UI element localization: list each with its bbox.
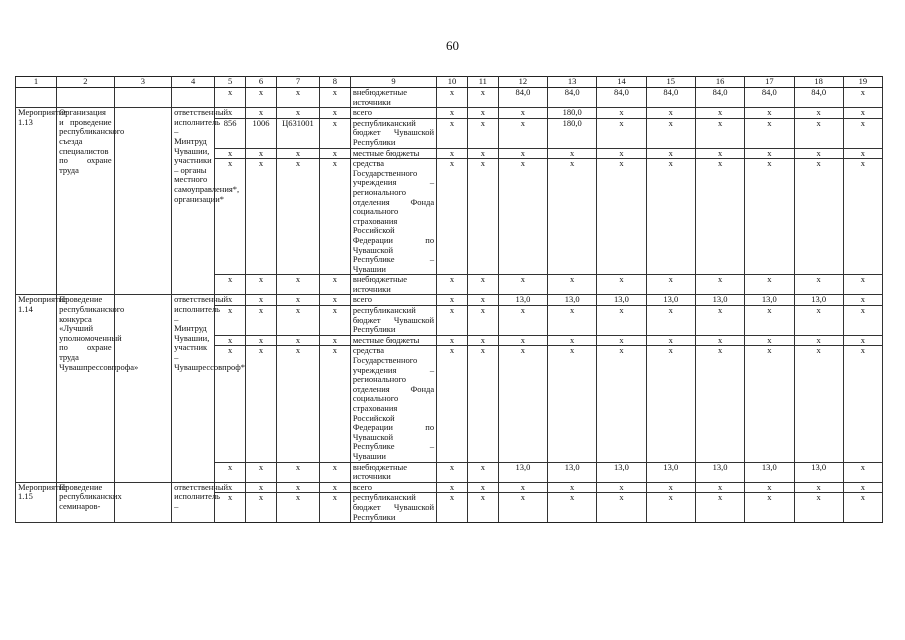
column-number: 8 (320, 77, 351, 88)
column-number: 19 (843, 77, 882, 88)
value-cell: x (467, 295, 498, 306)
value-cell: x (843, 493, 882, 523)
code-cell: x (246, 275, 277, 295)
value-cell: x (467, 493, 498, 523)
column-number: 4 (172, 77, 215, 88)
value-cell: x (794, 148, 843, 159)
code-cell: x (320, 108, 351, 119)
code-cell: x (215, 148, 246, 159)
value-cell: x (646, 159, 695, 275)
value-cell: x (467, 159, 498, 275)
value-cell: 13,0 (498, 462, 547, 482)
column-number: 13 (548, 77, 597, 88)
page-number: 60 (446, 38, 459, 53)
value-cell: x (437, 148, 468, 159)
value-cell: x (745, 108, 794, 119)
value-cell: x (467, 335, 498, 346)
code-cell: x (320, 148, 351, 159)
value-cell: 13,0 (695, 462, 744, 482)
code-cell: x (320, 335, 351, 346)
value-cell: x (843, 295, 882, 306)
code-cell: x (246, 295, 277, 306)
funding-source: всего (350, 482, 436, 493)
value-cell: x (646, 275, 695, 295)
column-number: 16 (695, 77, 744, 88)
column-number: 9 (350, 77, 436, 88)
value-cell: x (467, 118, 498, 148)
measure-number: Мероприятие 1.15 (16, 482, 57, 522)
value-cell: x (437, 346, 468, 462)
value-cell: x (794, 108, 843, 119)
code-cell: x (276, 493, 319, 523)
value-cell: x (548, 335, 597, 346)
value-cell: x (745, 482, 794, 493)
value-cell: x (437, 118, 468, 148)
value-cell: x (843, 159, 882, 275)
value-cell: 13,0 (597, 295, 646, 306)
value-cell: x (498, 108, 547, 119)
funding-source: местные бюджеты (350, 335, 436, 346)
value-cell: 84,0 (498, 88, 547, 108)
value-cell: x (745, 346, 794, 462)
code-cell: x (320, 88, 351, 108)
value-cell: 84,0 (695, 88, 744, 108)
code-cell: x (246, 482, 277, 493)
code-cell: x (320, 493, 351, 523)
value-cell: x (794, 482, 843, 493)
value-cell: 180,0 (548, 118, 597, 148)
value-cell: x (597, 335, 646, 346)
code-cell: x (320, 462, 351, 482)
value-cell: x (597, 493, 646, 523)
table-row (16, 88, 883, 108)
value-cell: x (843, 118, 882, 148)
value-cell: x (646, 335, 695, 346)
funding-source: внебюджетные источники (350, 462, 436, 482)
funding-source: республиканский бюджет Чувашской Республики (350, 493, 436, 523)
value-cell: x (646, 118, 695, 148)
value-cell: x (843, 346, 882, 462)
value-cell: 13,0 (548, 462, 597, 482)
column-number: 12 (498, 77, 547, 88)
funding-source: местные бюджеты (350, 148, 436, 159)
code-cell: x (246, 462, 277, 482)
code-cell: x (215, 159, 246, 275)
value-cell: x (548, 159, 597, 275)
code-cell: x (215, 482, 246, 493)
value-cell: x (498, 306, 547, 336)
value-cell: x (745, 275, 794, 295)
code-cell: x (276, 482, 319, 493)
funding-source: республиканский бюджет Чувашской Республики (350, 306, 436, 336)
value-cell: x (843, 108, 882, 119)
value-cell: x (695, 306, 744, 336)
value-cell: x (498, 148, 547, 159)
code-cell: x (320, 295, 351, 306)
value-cell: x (695, 159, 744, 275)
column-number: 11 (467, 77, 498, 88)
code-cell: x (276, 159, 319, 275)
measure-executor: ответственный исполнитель – Минтруд Чувашии, участники – органы местного самоуправления*, организации* (172, 108, 215, 295)
code-cell: x (246, 148, 277, 159)
value-cell: x (695, 148, 744, 159)
value-cell: x (843, 306, 882, 336)
value-cell: x (843, 462, 882, 482)
funding-source: всего (350, 295, 436, 306)
value-cell: x (695, 335, 744, 346)
code-cell: x (320, 346, 351, 462)
value-cell: x (597, 482, 646, 493)
code-cell: x (276, 306, 319, 336)
value-cell: x (437, 159, 468, 275)
column-number-row (16, 77, 883, 88)
value-cell: x (498, 335, 547, 346)
value-cell: x (437, 462, 468, 482)
value-cell: x (548, 275, 597, 295)
value-cell: x (498, 493, 547, 523)
value-cell: 13,0 (597, 462, 646, 482)
code-cell: x (215, 462, 246, 482)
value-cell: 13,0 (745, 462, 794, 482)
value-cell: 13,0 (548, 295, 597, 306)
code-cell: x (246, 88, 277, 108)
value-cell: x (646, 306, 695, 336)
value-cell: x (467, 88, 498, 108)
value-cell: x (437, 493, 468, 523)
code-cell: x (320, 118, 351, 148)
value-cell: x (695, 275, 744, 295)
code-cell: x (215, 346, 246, 462)
column-number: 5 (215, 77, 246, 88)
value-cell: 13,0 (646, 462, 695, 482)
value-cell: x (498, 346, 547, 462)
measure-number: Мероприятие 1.13 (16, 108, 57, 295)
value-cell: x (646, 108, 695, 119)
empty-cell (114, 88, 172, 108)
value-cell: 84,0 (597, 88, 646, 108)
value-cell: x (467, 462, 498, 482)
funding-source: республиканский бюджет Чувашской Республики (350, 118, 436, 148)
code-cell: x (246, 306, 277, 336)
value-cell: x (467, 346, 498, 462)
code-cell: x (320, 159, 351, 275)
value-cell: x (646, 148, 695, 159)
value-cell: x (548, 148, 597, 159)
code-cell: x (215, 335, 246, 346)
code-cell: x (215, 306, 246, 336)
value-cell: x (498, 159, 547, 275)
value-cell: x (695, 346, 744, 462)
value-cell: x (843, 482, 882, 493)
value-cell: x (467, 148, 498, 159)
value-cell: x (467, 482, 498, 493)
value-cell: x (437, 306, 468, 336)
value-cell: x (745, 118, 794, 148)
value-cell: x (597, 306, 646, 336)
code-cell: x (276, 148, 319, 159)
empty-cell (172, 88, 215, 108)
value-cell: 180,0 (548, 108, 597, 119)
value-cell: x (597, 148, 646, 159)
value-cell: x (548, 493, 597, 523)
code-cell: Ц631001 (276, 118, 319, 148)
table-row (16, 482, 883, 493)
funding-source: внебюджетные источники (350, 275, 436, 295)
code-cell: x (215, 88, 246, 108)
value-cell: x (794, 306, 843, 336)
measure-number: Мероприятие 1.14 (16, 295, 57, 482)
column-number: 7 (276, 77, 319, 88)
measure-title: Проведение республиканских семинаров- (57, 482, 115, 522)
value-cell: x (437, 275, 468, 295)
value-cell: x (548, 346, 597, 462)
value-cell: 13,0 (745, 295, 794, 306)
code-cell: x (215, 295, 246, 306)
code-cell: x (276, 88, 319, 108)
value-cell: x (597, 275, 646, 295)
code-cell: x (215, 493, 246, 523)
value-cell: x (498, 275, 547, 295)
funding-source: внебюджетные источники (350, 88, 436, 108)
value-cell: 13,0 (498, 295, 547, 306)
value-cell: x (597, 108, 646, 119)
code-cell: x (246, 108, 277, 119)
value-cell: x (467, 108, 498, 119)
code-cell: x (276, 108, 319, 119)
table-row (16, 295, 883, 306)
value-cell: x (745, 335, 794, 346)
empty-cell (114, 482, 172, 522)
value-cell: x (695, 493, 744, 523)
value-cell: x (597, 159, 646, 275)
column-number: 6 (246, 77, 277, 88)
value-cell: x (597, 346, 646, 462)
value-cell: x (437, 88, 468, 108)
code-cell: x (276, 462, 319, 482)
code-cell: x (215, 275, 246, 295)
column-number: 3 (114, 77, 172, 88)
value-cell: 13,0 (794, 462, 843, 482)
value-cell: 84,0 (548, 88, 597, 108)
column-number: 17 (745, 77, 794, 88)
funding-source: средства Государственного учреждения – регионального отделения Фонда социального страхования Российской Федерации по Чувашской Республике – Чувашии (350, 159, 436, 275)
value-cell: x (794, 493, 843, 523)
code-cell: x (276, 346, 319, 462)
value-cell: x (843, 88, 882, 108)
value-cell: x (843, 275, 882, 295)
code-cell: x (320, 306, 351, 336)
value-cell: x (437, 482, 468, 493)
value-cell: 84,0 (646, 88, 695, 108)
column-number: 1 (16, 77, 57, 88)
value-cell: x (745, 148, 794, 159)
funding-source: средства Государственного учреждения – регионального отделения Фонда социального страхования Российской Федерации по Чувашской Республике – Чувашии (350, 346, 436, 462)
code-cell: 1006 (246, 118, 277, 148)
value-cell: x (695, 108, 744, 119)
measure-title: Организация и проведение республиканского съезда специалистов по охране труда (57, 108, 115, 295)
empty-cell (114, 295, 172, 482)
code-cell: x (246, 493, 277, 523)
value-cell: x (745, 306, 794, 336)
code-cell: x (320, 275, 351, 295)
value-cell: x (794, 275, 843, 295)
value-cell: x (467, 275, 498, 295)
value-cell: 84,0 (745, 88, 794, 108)
table-row (16, 108, 883, 119)
code-cell: x (215, 108, 246, 119)
value-cell: x (498, 482, 547, 493)
code-cell: x (246, 335, 277, 346)
value-cell: x (646, 482, 695, 493)
funding-source: всего (350, 108, 436, 119)
value-cell: 13,0 (794, 295, 843, 306)
empty-cell (57, 88, 115, 108)
column-number: 2 (57, 77, 115, 88)
column-number: 15 (646, 77, 695, 88)
value-cell: x (695, 118, 744, 148)
value-cell: 13,0 (646, 295, 695, 306)
code-cell: x (276, 335, 319, 346)
value-cell: 84,0 (794, 88, 843, 108)
value-cell: x (745, 159, 794, 275)
code-cell: x (246, 346, 277, 462)
value-cell: x (437, 335, 468, 346)
value-cell: x (467, 306, 498, 336)
value-cell: x (843, 148, 882, 159)
measure-executor: ответственный исполнитель – (172, 482, 215, 522)
measure-title: Проведение республиканского конкурса «Лучший уполномоченный по охране труда Чувашпрессовпрофа» (57, 295, 115, 482)
value-cell: x (794, 159, 843, 275)
value-cell: x (437, 295, 468, 306)
column-number: 10 (437, 77, 468, 88)
code-cell: 856 (215, 118, 246, 148)
code-cell: x (276, 275, 319, 295)
column-number: 14 (597, 77, 646, 88)
value-cell: x (646, 493, 695, 523)
code-cell: x (320, 482, 351, 493)
value-cell: x (794, 346, 843, 462)
program-table (15, 76, 883, 523)
code-cell: x (276, 295, 319, 306)
value-cell: x (794, 335, 843, 346)
measure-executor: ответственный исполнитель – Минтруд Чувашии, участник – Чувашрессовпроф* (172, 295, 215, 482)
value-cell: x (794, 118, 843, 148)
empty-cell (16, 88, 57, 108)
value-cell: x (646, 346, 695, 462)
value-cell: x (498, 118, 547, 148)
value-cell: x (597, 118, 646, 148)
value-cell: x (548, 482, 597, 493)
value-cell: x (695, 482, 744, 493)
value-cell: x (548, 306, 597, 336)
value-cell: 13,0 (695, 295, 744, 306)
column-number: 18 (794, 77, 843, 88)
value-cell: x (745, 493, 794, 523)
value-cell: x (437, 108, 468, 119)
value-cell: x (843, 335, 882, 346)
code-cell: x (246, 159, 277, 275)
